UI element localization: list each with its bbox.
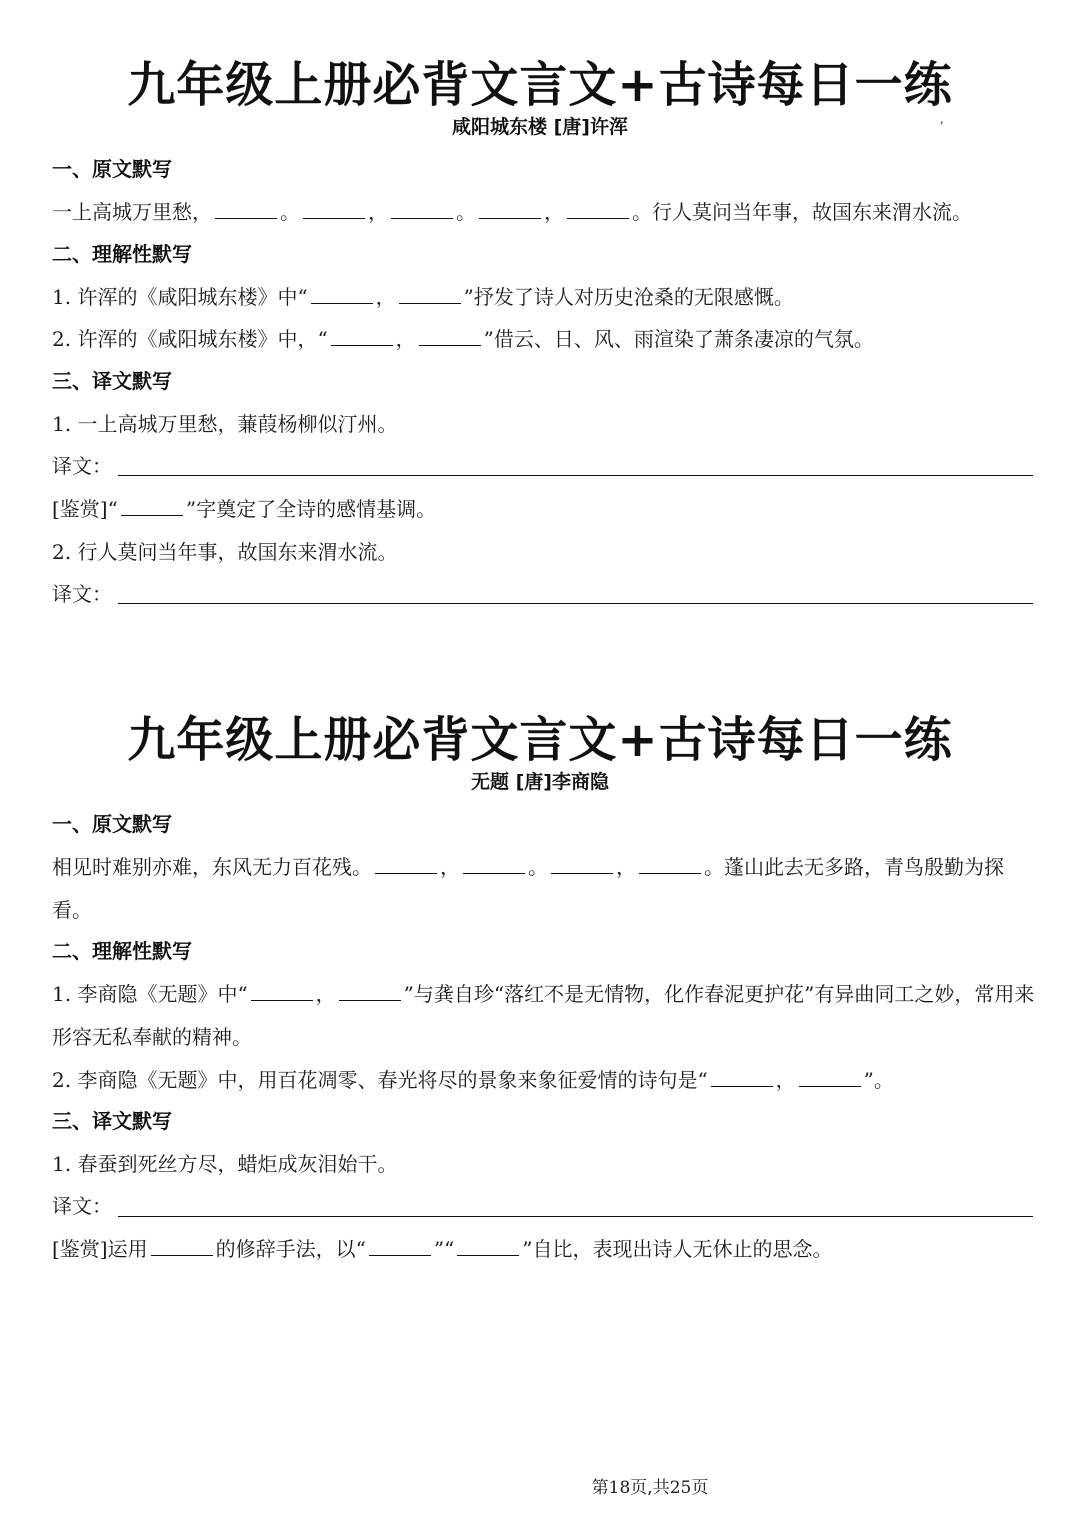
section-heading-original-2: 一、原文默写	[52, 812, 172, 836]
fill-blank[interactable]	[639, 853, 701, 874]
translation-label: 译文：	[52, 454, 112, 478]
fill-blank[interactable]	[121, 495, 183, 516]
translation-answer-line[interactable]	[118, 603, 1033, 604]
fill-blank[interactable]	[463, 853, 525, 874]
stray-mark: ,	[940, 112, 944, 126]
fill-blank[interactable]	[479, 198, 541, 219]
worksheet-title-2: 九年级上册必背文言文+古诗每日一练	[127, 712, 953, 768]
translation-label: 译文：	[52, 582, 112, 606]
original-text-paragraph-2: 相见时难别亦难，东风无力百花残。 ， 。 ， 。蓬山此去无多路，青鸟殷勤为探看。	[52, 855, 1004, 922]
original-text-line-1: 一上高城万里愁， 。 ， 。 ， 。行人莫问当年事，故国东来渭水流。	[52, 200, 972, 224]
fill-blank[interactable]	[551, 853, 613, 874]
translation-verse-1: 1. 一上高城万里愁，蒹葭杨柳似汀州。	[52, 412, 398, 436]
fill-blank[interactable]	[711, 1066, 773, 1087]
page-number: 第18页,共25页	[591, 1478, 709, 1498]
translation-verse-2: 2. 行人莫问当年事，故国东来渭水流。	[52, 540, 398, 564]
fill-blank[interactable]	[399, 283, 461, 304]
section-heading-comprehension-2: 二、理解性默写	[52, 939, 192, 963]
section-heading-original-1: 一、原文默写	[52, 157, 172, 181]
worksheet-title-1: 九年级上册必背文言文+古诗每日一练	[127, 57, 953, 113]
fill-blank[interactable]	[369, 1235, 431, 1256]
fill-blank[interactable]	[375, 853, 437, 874]
translation-label: 译文：	[52, 1194, 112, 1218]
appreciation-question-2: [鉴赏]运用 的修辞手法，以“ ”“ ”自比，表现出诗人无休止的思念。	[52, 1237, 833, 1261]
section-heading-translation-2: 三、译文默写	[52, 1109, 172, 1133]
fill-blank[interactable]	[419, 325, 481, 346]
fill-blank[interactable]	[339, 980, 401, 1001]
translation-verse-3: 1. 春蚕到死丝方尽，蜡炬成灰泪始干。	[52, 1152, 398, 1176]
comprehension-question-4: 2. 李商隐《无题》中，用百花凋零、春光将尽的景象来象征爱情的诗句是“ ， ”。	[52, 1068, 894, 1092]
poem-subtitle-2: 无题 [唐]李商隐	[471, 771, 609, 793]
appreciation-question: [鉴赏]“ ”字奠定了全诗的感情基调。	[52, 497, 437, 521]
fill-blank[interactable]	[331, 325, 393, 346]
comprehension-question-2: 2. 许浑的《咸阳城东楼》中，“ ， ”借云、日、风、雨渲染了萧条凄凉的气氛。	[52, 327, 874, 351]
translation-answer-line[interactable]	[118, 1216, 1033, 1217]
comprehension-question-3: 1. 李商隐《无题》中“ ， ”与龚自珍“落红不是无情物，化作春泥更护花”有异曲同工之妙，常用来形容无私奉献的精神。	[52, 982, 1035, 1049]
fill-blank[interactable]	[457, 1235, 519, 1256]
section-heading-comprehension-1: 二、理解性默写	[52, 242, 192, 266]
fill-blank[interactable]	[391, 198, 453, 219]
fill-blank[interactable]	[311, 283, 373, 304]
comprehension-question-1: 1. 许浑的《咸阳城东楼》中“ ， ”抒发了诗人对历史沧桑的无限感慨。	[52, 285, 794, 309]
section-heading-translation-1: 三、译文默写	[52, 369, 172, 393]
fill-blank[interactable]	[251, 980, 313, 1001]
fill-blank[interactable]	[303, 198, 365, 219]
fill-blank[interactable]	[151, 1235, 213, 1256]
fill-blank[interactable]	[799, 1066, 861, 1087]
fill-blank[interactable]	[215, 198, 277, 219]
poem-subtitle-1: 咸阳城东楼 [唐]许浑	[452, 116, 628, 138]
fill-blank[interactable]	[567, 198, 629, 219]
translation-answer-line[interactable]	[118, 475, 1033, 476]
